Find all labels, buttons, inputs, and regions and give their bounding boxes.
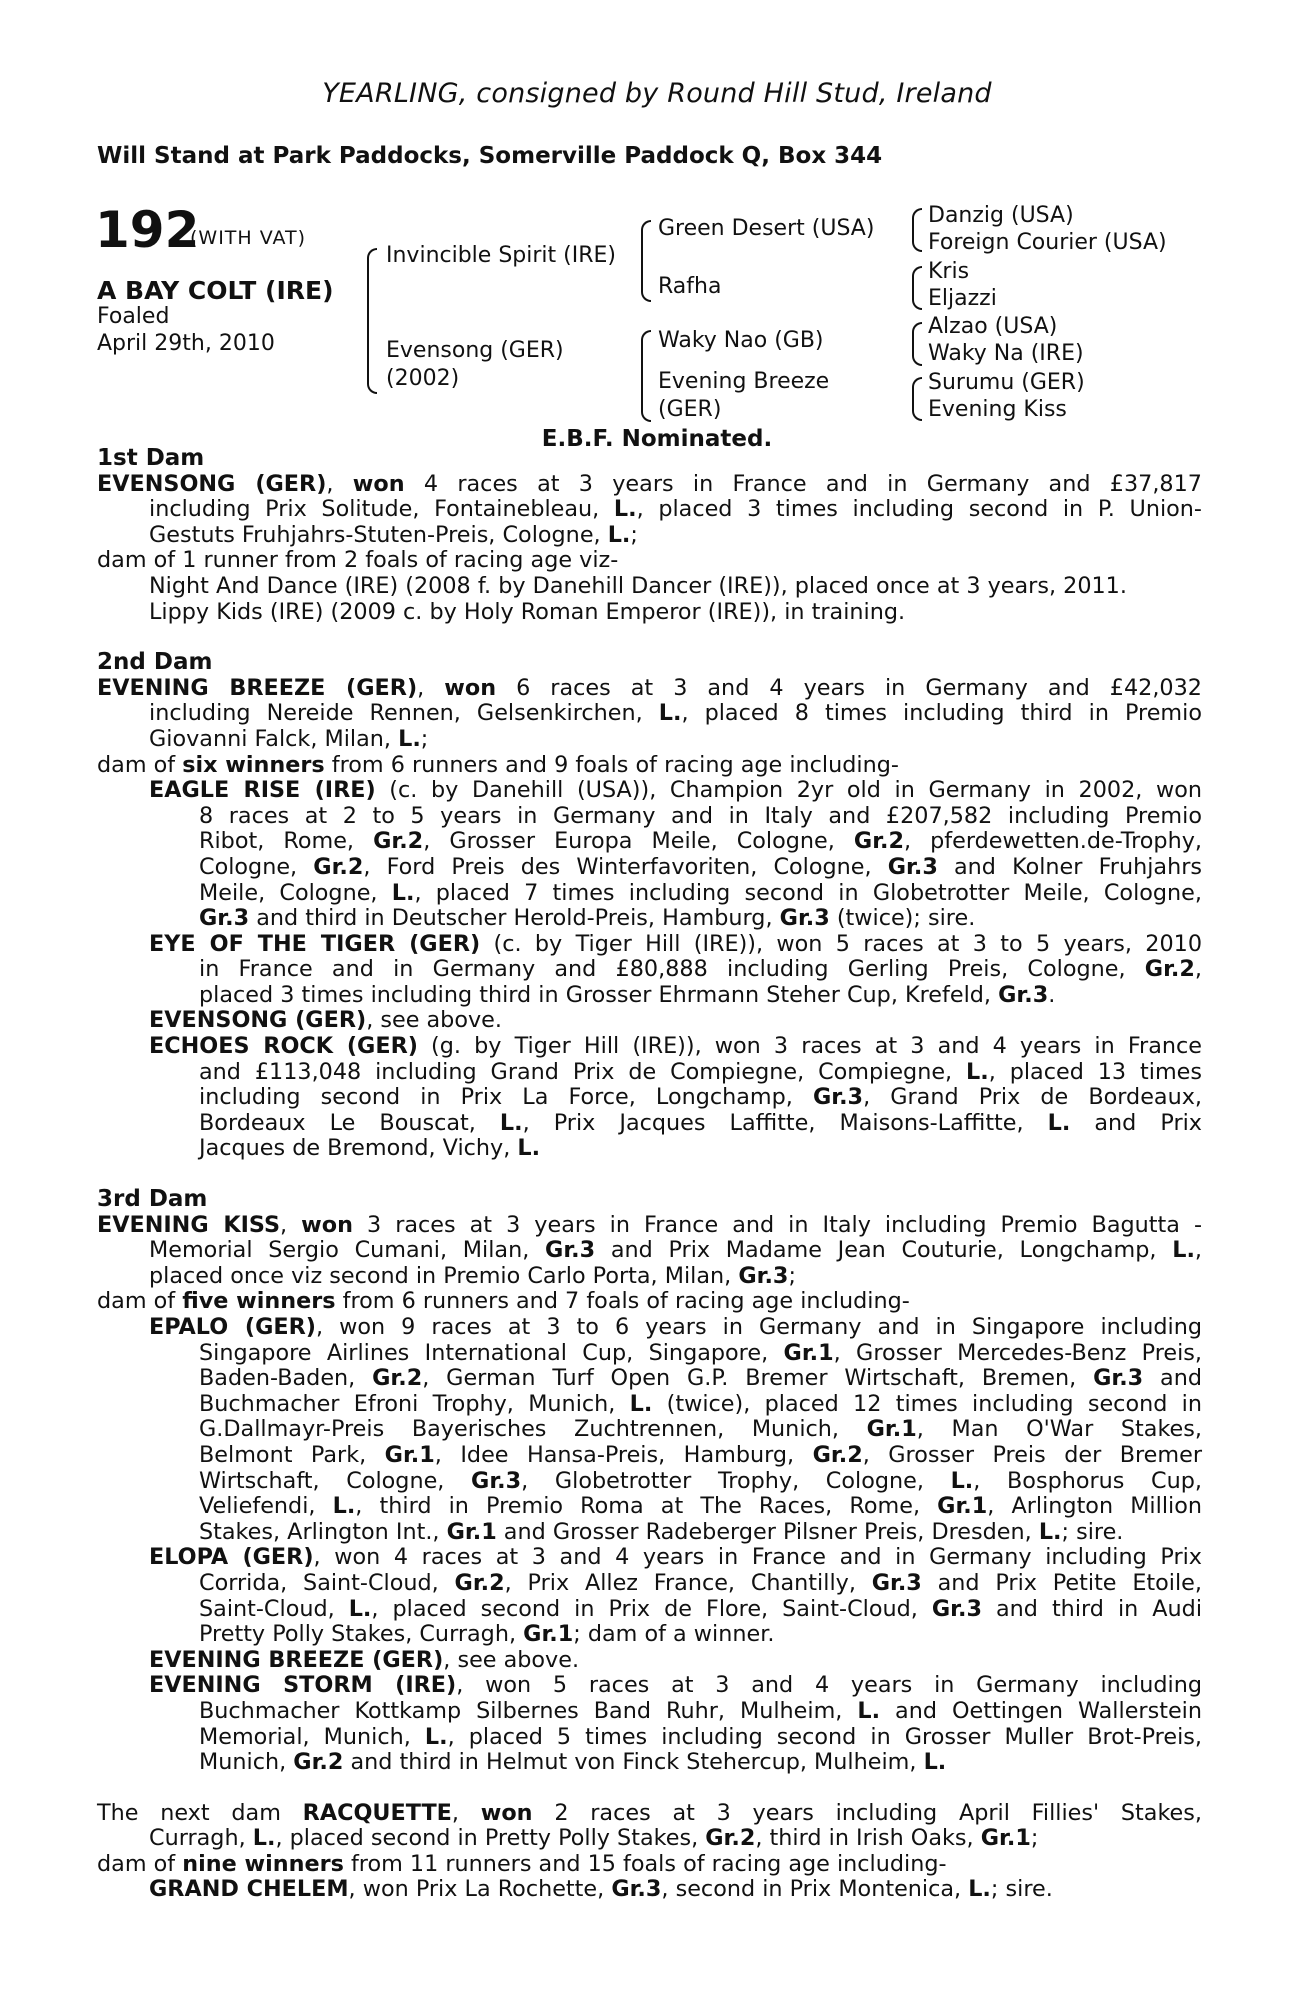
second-dam-line: including Nereide Rennen, Gelsenkirchen, L., placed 8 times including third in Premio [149,700,1202,727]
stand-location: Will Stand at Park Paddocks, Somerville Paddock Q, Box 344 [97,143,883,169]
pedigree-dds: Surumu (GER) [928,370,1085,395]
second-dam-line: EVENING BREEZE (GER), won 6 races at 3 and 4 years in Germany and £42,032 [97,674,1202,701]
sire-dam: Rafha [658,274,722,299]
progeny-entry: EVENSONG (GER), see above. [149,1007,502,1034]
progeny-entry: ECHOES ROCK (GER) (g. by Tiger Hill (IRE)), won 3 races at 3 and 4 years in France [149,1033,1202,1060]
dam-year: (2002) [386,366,460,391]
progeny-entry: EVENING STORM (IRE), won 5 races at 3 and 4 years in Germany including [149,1672,1202,1699]
pedigree-ssd: Foreign Courier (USA) [928,230,1167,255]
pedigree-brace [641,330,651,422]
second-dam-produce: dam of six winners from 6 runners and 9 foals of racing age including- [97,751,899,778]
first-dam-produce: dam of 1 runner from 2 foals of racing age viz- [97,547,619,574]
dam-sire: Waky Nao (GB) [658,328,824,353]
dam-dam-line2: (GER) [658,397,722,422]
dam-name: Evensong (GER) [386,338,564,363]
foaled-label: Foaled [97,304,170,329]
first-dam-line: including Prix Solitude, Fontainebleau, L., placed 3 times including second in P. Union- [149,496,1202,523]
progeny-line: Night And Dance (IRE) (2008 f. by Danehill Dancer (IRE)), placed once at 3 years, 2011. [149,572,1127,599]
progeny-entry: GRAND CHELEM, won Prix La Rochette, Gr.3, second in Prix Montenica, L.; sire. [149,1876,1053,1903]
first-dam-line: Gestuts Fruhjahrs-Stuten-Preis, Cologne, L.; [149,521,638,548]
progeny-entry: EPALO (GER), won 9 races at 3 to 6 years in Germany and in Singapore including [149,1314,1202,1340]
next-dam-produce: dam of nine winners from 11 runners and 15 foals of racing age including- [97,1850,947,1877]
lot-number: 192 [95,201,200,259]
progeny-entry: ELOPA (GER), won 4 races at 3 and 4 years in France and in Germany including Prix [149,1544,1202,1571]
second-dam-heading: 2nd Dam [97,649,213,676]
dam-dam-line1: Evening Breeze [658,369,830,394]
next-dam-line: The next dam RACQUETTE, won 2 races at 3 years including April Fillies' Stakes, [97,1799,1202,1826]
catalogue-body: 1st Dam EVENSONG (GER), won 4 races at 3 years in France and in Germany and £37,817 including Prix Solitude, Fontainebleau, L., placed 3 times including second in P. Union- Gestuts Fruhjahrs-Stuten-Preis, Cologne, L.; dam of 1 runner from 2 foals of racing age viz- Night And Dance (IRE) (2008 f. by Danehill Dancer (IRE)), placed once at 3 years, 2011. Lippy Kids (IRE) (2009 c. by Holy Roman Emperor (IRE)), in training. 2nd Dam EVENING BREEZE (GER), won 6 races at 3 and 4 years in Germany and £42,032 including Nereide Rennen, Gelsenkirchen, L., placed 8 times including third in Premio Giovanni Falck, Milan, L.; dam of six winners from 6 runners and 9 foals of racing age including- EAGLE RISE (IRE) (c. by Danehill (USA)), Champion 2yr old in Germany in 2002, won 8 races at 2 to 5 years in Germany and in Italy and £207,582 including Premio Ribot, Rome, Gr.2, Grosser Europa Meile, Cologne, Gr.2, pferdewetten.de-Trophy, Cologne, Gr.2, Ford Preis des Winterfavoriten, Cologne, Gr.3 and Kolner Fruhjahrs Meile, Cologne, L., placed 7 times including second in Globetrotter Meile, Cologne, Gr.3 and third in Deutscher Herold-Preis, Hamburg, Gr.3 (twice); sire. EYE OF THE TIGER (GER) (c. by Tiger Hill (IRE)), won 5 races at 3 to 5 years, 2010 in France and in Germany and £80,888 including Gerling Preis, Cologne, Gr.2, placed 3 times including third in Grosser Ehrmann Steher Cup, Krefeld, Gr.3. EVENSONG (GER), see above. ECHOES ROCK (GER) (g. by Tiger Hill (IRE)), won 3 races at 3 and 4 years in France and £113,048 including Grand Prix de Compiegne, Compiegne, L., placed 13 times including second in Prix La Force, Longchamp, Gr.3, Grand Prix de Bordeaux, Bordeaux Le Bouscat, L., Prix Jacques Laffitte, Maisons-Laffitte, L. and Prix Jacques de Bremond, Vichy, L. 3rd Dam EVENING KISS, won 3 races at 3 years in France and in Italy including Premio Bagutta - Memorial Sergio Cumani, Milan, Gr.3 and Prix Madame Jean Couturie, Longchamp, L., placed once viz second in Premio Carlo Porta, Milan, Gr.3; dam of five winners from 6 runners and 7 foals of racing age including- EPALO (GER), won 9 races at 3 to 6 years in Germany and in Singapore including Singapore Airlines International Cup, Singapore, Gr.1, Grosser Mercedes-Benz Preis, Baden-Baden, Gr.2, German Turf Open G.P. Bremer Wirtschaft, Bremen, Gr.3 and Buchmacher Efroni Trophy, Munich, L. (twice), placed 12 times including second in G.Dallmayr-Preis Bayerisches Zuchtrennen, Munich, Gr.1, Man O'War Stakes, Belmont Park, Gr.1, Idee Hansa-Preis, Hamburg, Gr.2, Grosser Preis der Bremer Wirtschaft, Cologne, Gr.3, Globetrotter Trophy, Cologne, L., Bosphorus Cup, Veliefendi, L., third in Premio Roma at The Races, Rome, Gr.1, Arlington Million Stakes, Arlington Int., Gr.1 and Grosser Radeberger Pilsner Preis, Dresden, L.; sire. ELOPA (GER), won 4 races at 3 and 4 years in France and in Germany including Prix Corrida, Saint-Cloud, Gr.2, Prix Allez France, Chantilly, Gr.3 and Prix Petite Etoile, Saint-Cloud, L., placed second in Prix de Flore, Saint-Cloud, Gr.3 and third in Audi Pretty Polly Stakes, Curragh, Gr.1; dam of a winner. EVENING BREEZE (GER), see above. EVENING STORM (IRE), won 5 races at 3 and 4 years in Germany including Buchmacher Kottkamp Silbernes Band Ruhr, Mulheim, L. and Oettingen Wallerstein Memorial, Munich, L., placed 5 times including second in Grosser Muller Brot-Preis, Munich, Gr.2 and third in Helmut von Finck Stehercup, Mulheim, L. The next dam RACQUETTE, won 2 races at 3 years including April Fillies' Stakes, Curragh, L., placed second in Pretty Polly Stakes, Gr.2, third in Irish Oaks, Gr.1; dam of nine winners from 11 runners and 15 foals of racing age including- GRAND CHELEM, won Prix La Rochette, Gr.3, second in Prix Montenica, L.; sire. [97,445,1203,1903]
pedigree-brace [367,248,377,394]
pedigree-dss: Alzao (USA) [928,314,1058,339]
pedigree-dsd: Waky Na (IRE) [928,341,1084,366]
third-dam-line: EVENING KISS, won 3 races at 3 years in France and in Italy including Premio Bagutta - [97,1211,1202,1238]
third-dam-produce: dam of five winners from 6 runners and 7 foals of racing age including- [97,1288,910,1315]
third-dam-heading: 3rd Dam [97,1186,208,1213]
progeny-entry: EAGLE RISE (IRE) (c. by Danehill (USA)), Champion 2yr old in Germany in 2002, won [149,777,1202,804]
page-header: YEARLING, consigned by Round Hill Stud, Ireland [322,78,992,109]
progeny-entry: EYE OF THE TIGER (GER) (c. by Tiger Hill (IRE)), won 5 races at 3 to 5 years, 2010 [149,930,1203,957]
progeny-entry: EVENING BREEZE (GER), see above. [149,1646,580,1673]
lot-title: A BAY COLT (IRE) [97,276,334,305]
vat-note: (WITH VAT) [190,227,307,249]
sire-name: Invincible Spirit (IRE) [386,243,616,268]
pedigree-sss: Danzig (USA) [928,203,1074,228]
second-dam-line: Giovanni Falck, Milan, L.; [149,725,429,752]
pedigree-brace [912,377,922,421]
ebf-note: E.B.F. Nominated. [541,426,773,452]
pedigree-brace [912,266,922,310]
first-dam-line: EVENSONG (GER), won 4 races at 3 years in France and in Germany and £37,817 [97,470,1202,497]
pedigree-brace [912,208,922,252]
first-dam-name: EVENSONG (GER) [97,470,327,497]
pedigree-ddd: Evening Kiss [928,397,1067,422]
first-dam-heading: 1st Dam [97,445,205,471]
foaled-date: April 29th, 2010 [97,331,275,356]
progeny-line: Lippy Kids (IRE) (2009 c. by Holy Roman Emperor (IRE)), in training. [149,598,906,625]
pedigree-sdd: Eljazzi [928,286,997,311]
pedigree-sds: Kris [928,259,970,284]
pedigree-brace [912,322,922,366]
pedigree-brace [641,220,651,302]
sire-sire: Green Desert (USA) [658,216,875,241]
